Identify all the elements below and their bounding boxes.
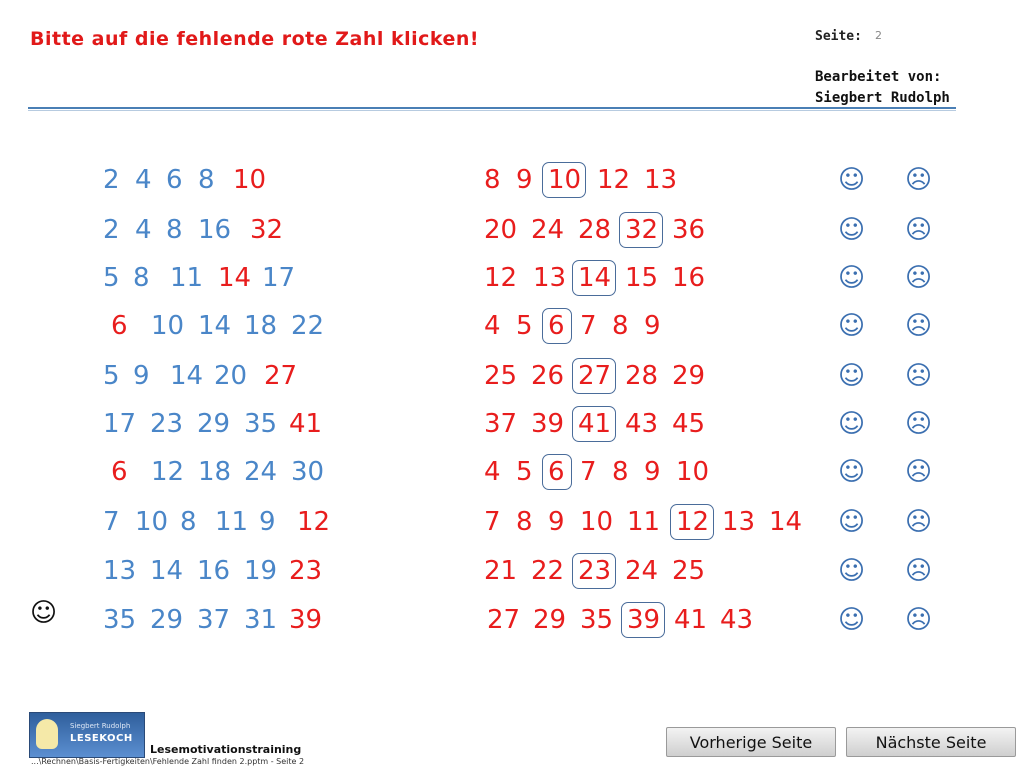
sequence-number: 19: [244, 556, 278, 586]
answer-choice[interactable]: 15: [625, 263, 659, 293]
answer-choice[interactable]: 7: [580, 311, 597, 341]
sequence-number: 8: [166, 215, 183, 245]
sequence-missing-number: 10: [233, 165, 267, 195]
frowny-icon: ☹: [905, 556, 933, 586]
sequence-number: 29: [150, 605, 184, 635]
sequence-number: 10: [151, 311, 185, 341]
answer-choice[interactable]: 37: [484, 409, 518, 439]
answer-choice[interactable]: 13: [722, 507, 756, 537]
sequence-number: 7: [103, 507, 120, 537]
correct-answer-choice[interactable]: 6: [548, 457, 565, 487]
correct-answer-choice[interactable]: 12: [676, 507, 710, 537]
answer-choice[interactable]: 43: [625, 409, 659, 439]
smiley-icon: ☺: [838, 165, 866, 195]
bearbeitet-label: Bearbeitet von:: [815, 69, 942, 85]
sequence-number: 2: [103, 215, 120, 245]
frowny-icon: ☹: [905, 263, 933, 293]
correct-answer-choice[interactable]: 6: [548, 311, 565, 341]
answer-choice[interactable]: 28: [578, 215, 612, 245]
answer-choice[interactable]: 7: [484, 507, 501, 537]
answer-choice[interactable]: 45: [672, 409, 706, 439]
answer-choice[interactable]: 13: [533, 263, 567, 293]
previous-page-button[interactable]: Vorherige Seite: [666, 727, 836, 757]
header-divider: [28, 107, 956, 109]
answer-choice[interactable]: 29: [672, 361, 706, 391]
page-title: Bitte auf die fehlende rote Zahl klicken!: [30, 28, 480, 50]
sequence-number: 8: [198, 165, 215, 195]
logo-author: Siegbert Rudolph: [70, 722, 131, 730]
smiley-icon: ☺: [838, 361, 866, 391]
smiley-icon: ☺: [838, 409, 866, 439]
lesekoch-logo: [29, 712, 145, 758]
answer-choice[interactable]: 14: [769, 507, 803, 537]
sequence-number: 18: [198, 457, 232, 487]
answer-choice[interactable]: 24: [531, 215, 565, 245]
correct-answer-choice[interactable]: 14: [578, 263, 612, 293]
sequence-missing-number: 39: [289, 605, 323, 635]
exercise-row: [0, 452, 1024, 492]
smiley-icon: ☺: [838, 457, 866, 487]
sequence-number: 14: [198, 311, 232, 341]
answer-choice[interactable]: 21: [484, 556, 518, 586]
smiley-icon: ☺: [838, 311, 866, 341]
smiley-icon: ☺: [838, 605, 866, 635]
frowny-icon: ☹: [905, 605, 933, 635]
answer-choice[interactable]: 4: [484, 311, 501, 341]
answer-choice[interactable]: 29: [533, 605, 567, 635]
sequence-number: 22: [291, 311, 325, 341]
sequence-number: 11: [215, 507, 249, 537]
sequence-number: 13: [103, 556, 137, 586]
sequence-number: 37: [197, 605, 231, 635]
sequence-missing-number: 32: [250, 215, 284, 245]
sequence-number: 9: [259, 507, 276, 537]
sequence-number: 29: [197, 409, 231, 439]
sequence-missing-number: 12: [297, 507, 331, 537]
answer-choice[interactable]: 43: [720, 605, 754, 635]
next-page-button[interactable]: Nächste Seite: [846, 727, 1016, 757]
sequence-number: 16: [197, 556, 231, 586]
answer-choice[interactable]: 12: [597, 165, 631, 195]
answer-choice[interactable]: 16: [672, 263, 706, 293]
answer-choice[interactable]: 11: [627, 507, 661, 537]
exercise-row: [0, 306, 1024, 346]
answer-choice[interactable]: 8: [612, 311, 629, 341]
sequence-number: 24: [244, 457, 278, 487]
correct-answer-choice[interactable]: 39: [627, 605, 661, 635]
answer-choice[interactable]: 7: [580, 457, 597, 487]
sequence-number: 35: [244, 409, 278, 439]
exercise-row: [0, 258, 1024, 298]
answer-choice[interactable]: 5: [516, 311, 533, 341]
sequence-missing-number: 14: [218, 263, 252, 293]
answer-choice[interactable]: 10: [580, 507, 614, 537]
correct-answer-choice[interactable]: 23: [578, 556, 612, 586]
answer-choice[interactable]: 13: [644, 165, 678, 195]
answer-choice[interactable]: 10: [676, 457, 710, 487]
answer-choice[interactable]: 4: [484, 457, 501, 487]
frowny-icon: ☹: [905, 311, 933, 341]
bearbeitet-block: [815, 67, 950, 109]
sequence-number: 8: [133, 263, 150, 293]
sequence-number: 4: [135, 215, 152, 245]
answer-choice[interactable]: 24: [625, 556, 659, 586]
sequence-number: 14: [170, 361, 204, 391]
footer-label: Lesemotivationstraining: [150, 743, 302, 756]
sequence-number: 14: [150, 556, 184, 586]
logo-name: LESEKOCH: [70, 733, 133, 744]
answer-choice[interactable]: 9: [548, 507, 565, 537]
exercise-row: [0, 551, 1024, 591]
sequence-number: 5: [103, 263, 120, 293]
sequence-number: 11: [170, 263, 204, 293]
seite-number: 2: [875, 29, 882, 42]
header-divider-thin: [28, 110, 956, 111]
correct-answer-choice[interactable]: 27: [578, 361, 612, 391]
seite-label: Seite:: [815, 29, 862, 44]
sequence-number: 30: [291, 457, 325, 487]
answer-choice[interactable]: 9: [644, 311, 661, 341]
sequence-number: 35: [103, 605, 137, 635]
answer-choice[interactable]: 5: [516, 457, 533, 487]
sequence-missing-number: 41: [289, 409, 323, 439]
smiley-icon: ☺: [838, 263, 866, 293]
smiley-icon: ☺: [838, 507, 866, 537]
sequence-number: 23: [150, 409, 184, 439]
sequence-number: 10: [135, 507, 169, 537]
sequence-missing-number: 6: [111, 311, 128, 341]
sequence-number: 18: [244, 311, 278, 341]
exercise-row: [0, 210, 1024, 250]
correct-answer-choice[interactable]: 10: [548, 165, 582, 195]
sequence-number: 31: [244, 605, 278, 635]
exercise-row: [0, 160, 1024, 200]
sequence-number: 12: [151, 457, 185, 487]
sequence-number: 20: [214, 361, 248, 391]
lightbulb-icon: [36, 719, 58, 749]
sequence-number: 4: [135, 165, 152, 195]
sequence-number: 8: [180, 507, 197, 537]
answer-choice[interactable]: 22: [531, 556, 565, 586]
frowny-icon: ☹: [905, 507, 933, 537]
answer-choice[interactable]: 36: [672, 215, 706, 245]
smiley-icon: ☺: [838, 215, 866, 245]
sequence-number: 17: [103, 409, 137, 439]
sequence-missing-number: 6: [111, 457, 128, 487]
answer-choice[interactable]: 26: [531, 361, 565, 391]
frowny-icon: ☹: [905, 165, 933, 195]
smiley-icon: ☺: [838, 556, 866, 586]
answer-choice[interactable]: 27: [487, 605, 521, 635]
sequence-number: 2: [103, 165, 120, 195]
sequence-number: 16: [198, 215, 232, 245]
answer-choice[interactable]: 35: [580, 605, 614, 635]
author-name: Siegbert Rudolph: [815, 90, 950, 106]
answer-choice[interactable]: 8: [516, 507, 533, 537]
exercise-row: [0, 600, 1024, 640]
correct-answer-choice[interactable]: 32: [625, 215, 659, 245]
frowny-icon: ☹: [905, 361, 933, 391]
answer-choice[interactable]: 9: [644, 457, 661, 487]
frowny-icon: ☹: [905, 409, 933, 439]
frowny-icon: ☹: [905, 457, 933, 487]
big-smiley-icon: ☺: [30, 598, 58, 628]
answer-choice[interactable]: 28: [625, 361, 659, 391]
answer-choice[interactable]: 25: [484, 361, 518, 391]
answer-choice[interactable]: 41: [674, 605, 708, 635]
sequence-number: 17: [262, 263, 296, 293]
footer-path: ...\Rechnen\Basis-Fertigkeiten\Fehlende Zahl finden 2.pptm - Seite 2: [31, 757, 305, 766]
sequence-missing-number: 23: [289, 556, 323, 586]
exercise-row: [0, 502, 1024, 542]
answer-choice[interactable]: 8: [612, 457, 629, 487]
answer-choice[interactable]: 8: [484, 165, 501, 195]
sequence-number: 6: [166, 165, 183, 195]
sequence-missing-number: 27: [264, 361, 298, 391]
answer-choice[interactable]: 12: [484, 263, 518, 293]
correct-answer-choice[interactable]: 41: [578, 409, 612, 439]
answer-choice[interactable]: 25: [672, 556, 706, 586]
sequence-number: 9: [133, 361, 150, 391]
answer-choice[interactable]: 20: [484, 215, 518, 245]
exercise-row: [0, 356, 1024, 396]
sequence-number: 5: [103, 361, 120, 391]
answer-choice[interactable]: 9: [516, 165, 533, 195]
frowny-icon: ☹: [905, 215, 933, 245]
answer-choice[interactable]: 39: [531, 409, 565, 439]
exercise-row: [0, 404, 1024, 444]
